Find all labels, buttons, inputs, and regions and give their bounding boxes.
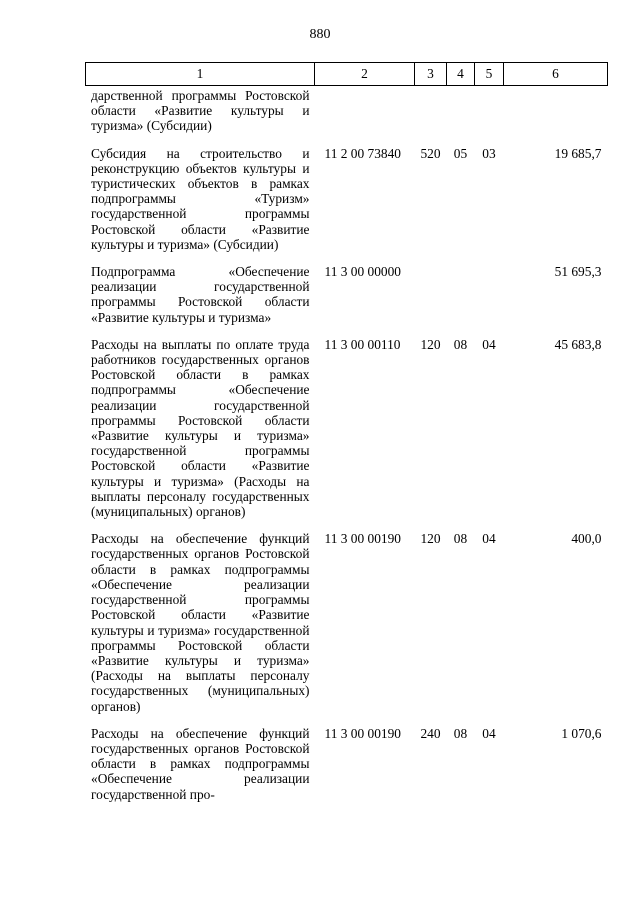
row-vr: 120: [420, 531, 441, 547]
row-sum: [504, 86, 608, 146]
row-name: Субсидия на строительство и реконструкцию объектов культуры и туристических объектов в рамках подпрограммы «Туризм» государственной программы Ростовской области «Развитие культуры и туризма» (Субсидии): [91, 145, 310, 252]
row-pr: [475, 86, 504, 146]
table-row: [86, 726, 608, 814]
row-rz: [447, 264, 475, 337]
header-col-5: 5: [475, 63, 504, 86]
table-row: [86, 86, 608, 146]
row-pr: [475, 264, 504, 337]
row-vr: 120: [420, 336, 441, 352]
header-col-4: 4: [447, 63, 475, 86]
header-col-1: 1: [86, 63, 315, 86]
table-header-row: [86, 63, 608, 86]
table-row: [86, 337, 608, 531]
budget-table: [85, 62, 608, 814]
row-rz: 08: [453, 531, 468, 547]
row-csr: 11 3 00 00190: [324, 725, 401, 741]
row-pr: 04: [482, 336, 496, 352]
row-rz: [447, 86, 475, 146]
row-vr: [415, 86, 447, 146]
row-sum: 45 683,8: [554, 336, 602, 352]
row-sum: 51 695,3: [554, 264, 602, 280]
row-csr: 11 3 00 00000: [324, 264, 401, 280]
row-name: дарственной программы Ростовской области «Развитие культуры и туризма» (Субсидии): [91, 88, 310, 134]
row-csr: [315, 86, 415, 146]
table-row: [86, 531, 608, 725]
row-sum: 19 685,7: [554, 145, 602, 161]
table-row: [86, 146, 608, 264]
row-pr: 04: [482, 725, 496, 741]
row-vr: 240: [420, 725, 441, 741]
header-col-6: 6: [504, 63, 608, 86]
row-sum: 400,0: [571, 531, 602, 547]
row-rz: 08: [453, 336, 468, 352]
row-pr: 04: [482, 531, 496, 547]
page-number: 880: [309, 27, 331, 42]
row-csr: 11 2 00 73840: [324, 145, 401, 161]
table-row: [86, 264, 608, 337]
row-csr: 11 3 00 00110: [324, 336, 401, 352]
row-name: Расходы на выплаты по оплате труда работников государственных органов Ростовской области в рамках подпрограммы «Обеспечение реализации государственной программы Ростовской области «Развитие культуры и туризма» государственной программы Ростовской области «Развитие культуры и туризма» (Расходы на выплаты персоналу государственных (муниципальных) органов): [91, 336, 310, 520]
header-col-2: 2: [315, 63, 415, 86]
row-csr: 11 3 00 00190: [324, 531, 401, 547]
header-col-3: 3: [415, 63, 447, 86]
row-name: Расходы на обеспечение функций государственных органов Ростовской области в рамках подпрограммы «Обеспечение реализации государственной про-: [91, 725, 310, 802]
row-name: Подпрограмма «Обеспечение реализации государственной программы Ростовской области «Развитие культуры и туризма»: [91, 264, 310, 325]
row-pr: 03: [482, 145, 496, 161]
row-name: Расходы на обеспечение функций государственных органов Ростовской области в рамках подпрограммы «Обеспечение реализации государственной программы Ростовской области «Развитие культуры и туризма» государственной программы Ростовской области «Развитие культуры и туризма» (Расходы на выплаты персоналу государственных (муниципальных) органов): [91, 531, 310, 714]
row-rz: 05: [453, 145, 468, 161]
row-vr: 520: [420, 145, 441, 161]
row-rz: 08: [453, 725, 468, 741]
row-vr: [415, 264, 447, 337]
row-sum: 1 070,6: [561, 725, 602, 741]
